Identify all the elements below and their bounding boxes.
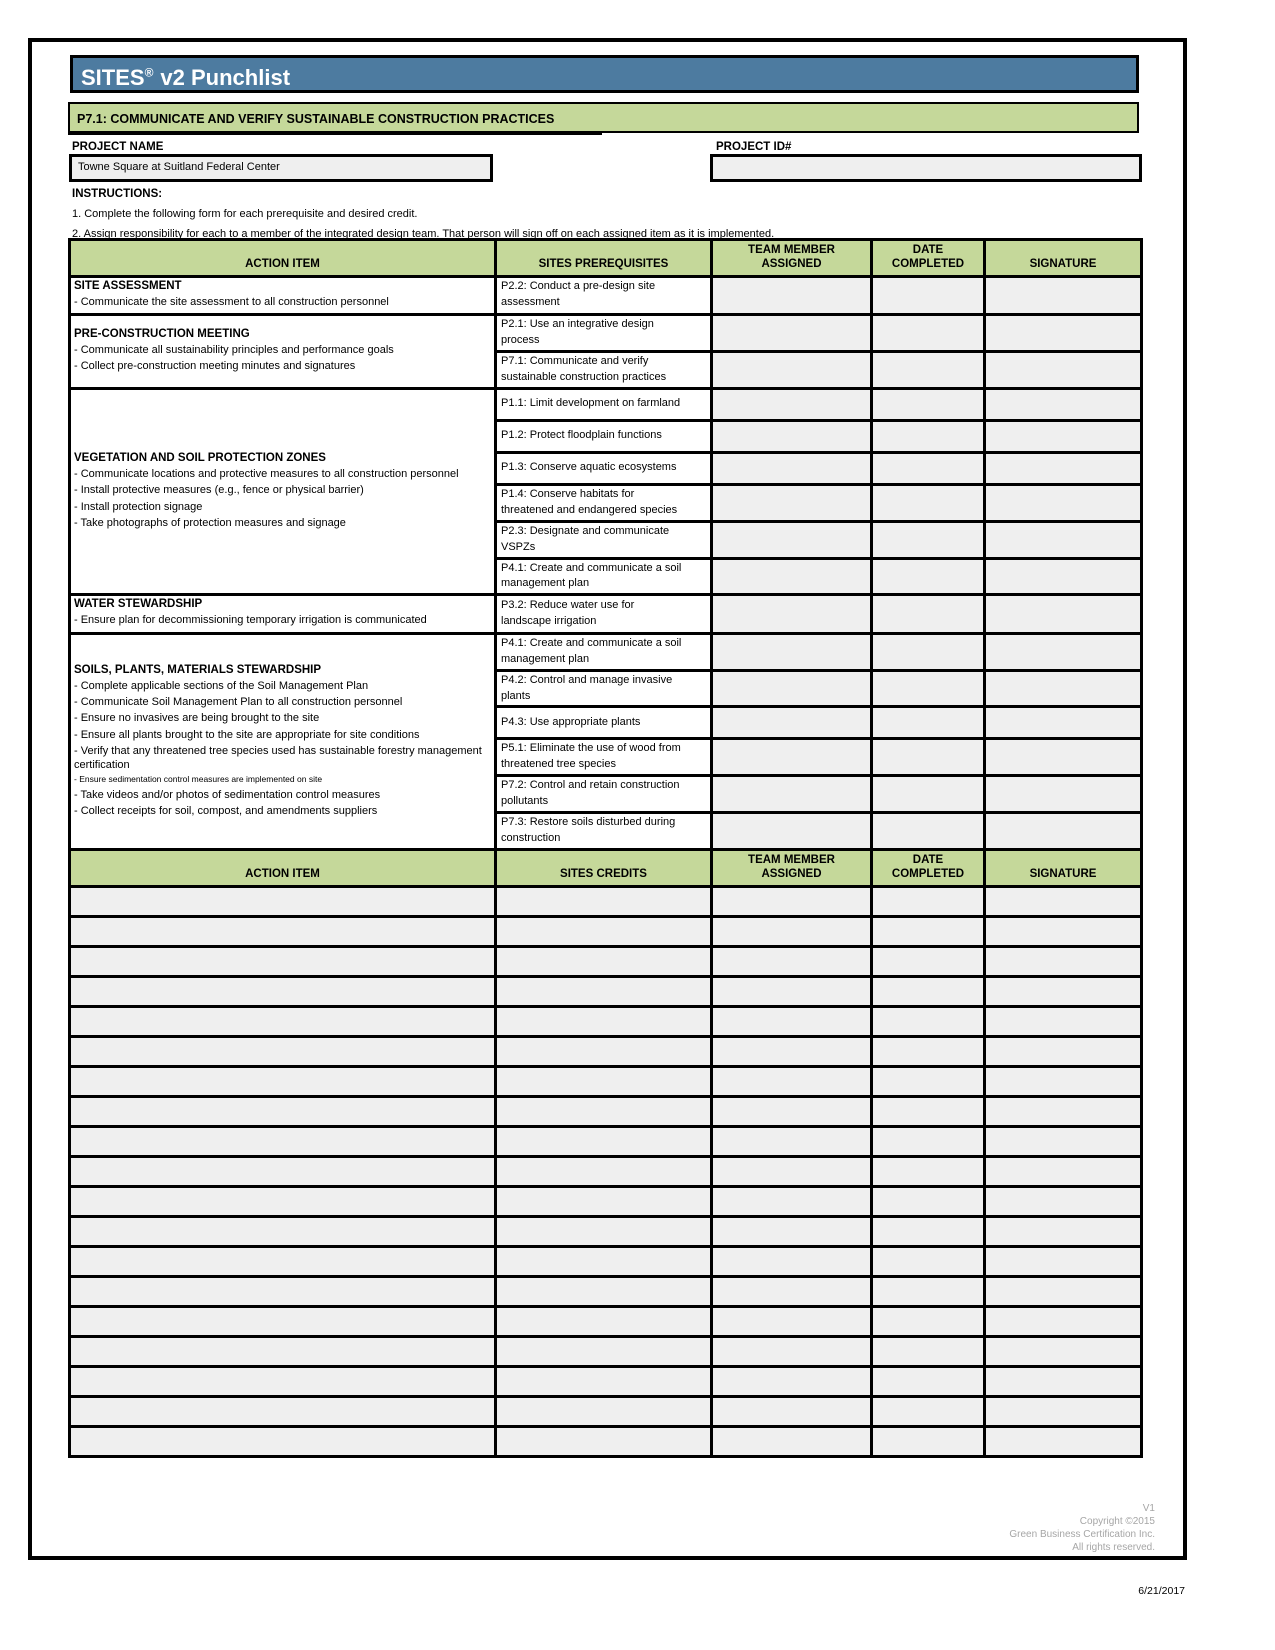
action-bullet: - Communicate the site assessment to all construction personnel <box>74 295 389 308</box>
date-completed-cell[interactable] <box>872 1336 985 1366</box>
action-item-cell[interactable] <box>70 886 496 916</box>
team-member-cell[interactable] <box>712 976 872 1006</box>
footer-copyright: Copyright ©2015 <box>1079 1516 1155 1527</box>
team-member-cell[interactable] <box>712 276 872 314</box>
footer-version: V1 <box>1142 1503 1155 1514</box>
team-member-cell[interactable] <box>712 1186 872 1216</box>
page-frame <box>28 38 1187 1560</box>
action-bullet: - Ensure all plants brought to the site are appropriate for site conditions <box>74 728 420 741</box>
date-completed-cell[interactable] <box>872 1006 985 1036</box>
sites-credit-cell[interactable] <box>496 1366 712 1396</box>
signature-cell[interactable] <box>985 1306 1142 1336</box>
action-bullet: - Communicate Soil Management Plan to all construction personnel <box>74 695 403 708</box>
sites-credit-cell[interactable] <box>496 1036 712 1066</box>
team-member-cell[interactable] <box>712 739 872 776</box>
date-completed-cell[interactable] <box>872 1126 985 1156</box>
team-member-cell[interactable] <box>712 813 872 850</box>
project-id-label: PROJECT ID# <box>716 141 792 153</box>
date-completed-cell[interactable] <box>872 776 985 813</box>
date-completed-cell[interactable] <box>872 1096 985 1126</box>
sites-credit-cell[interactable] <box>496 886 712 916</box>
sites-credit-cell[interactable] <box>496 1396 712 1426</box>
date-completed-cell[interactable] <box>872 976 985 1006</box>
action-item-cell[interactable] <box>70 1306 496 1336</box>
signature-cell[interactable] <box>985 739 1142 776</box>
signature-cell[interactable] <box>985 886 1142 916</box>
prerequisite-cell: P3.2: Reduce water use for landscape irrigation <box>496 595 712 633</box>
action-item-cell[interactable] <box>70 946 496 976</box>
signature-cell[interactable] <box>985 452 1142 484</box>
action-item-cell[interactable] <box>70 1126 496 1156</box>
header-team-member-assigned: TEAM MEMBER ASSIGNED <box>712 240 872 277</box>
action-item-cell[interactable] <box>70 976 496 1006</box>
team-member-cell[interactable] <box>712 1366 872 1396</box>
credits-empty-row <box>70 886 1142 916</box>
date-completed-cell[interactable] <box>872 1366 985 1396</box>
prerequisite-cell: P2.2: Conduct a pre-design site assessment <box>496 276 712 314</box>
prerequisite-row <box>70 595 1142 633</box>
prerequisite-cell: P7.2: Control and retain construction pollutants <box>496 776 712 813</box>
action-item-cell[interactable] <box>70 1186 496 1216</box>
credits-empty-row <box>70 1156 1142 1186</box>
credits-empty-row <box>70 1336 1142 1366</box>
action-item-cell[interactable] <box>70 1366 496 1396</box>
signature-cell[interactable] <box>985 1096 1142 1126</box>
sites-credit-cell[interactable] <box>496 1096 712 1126</box>
credits-empty-row <box>70 1066 1142 1096</box>
sites-credit-cell[interactable] <box>496 1426 712 1456</box>
sites-credit-cell[interactable] <box>496 1336 712 1366</box>
team-member-cell[interactable] <box>712 1066 872 1096</box>
credits-empty-row <box>70 1426 1142 1456</box>
signature-cell[interactable] <box>985 1426 1142 1456</box>
action-bullet: - Ensure no invasives are being brought to the site <box>74 712 320 725</box>
action-item-cell[interactable] <box>70 916 496 946</box>
action-bullet: - Ensure plan for decommissioning temporary irrigation is communicated <box>74 614 427 627</box>
sites-credit-cell[interactable] <box>496 1186 712 1216</box>
sites-credit-cell[interactable] <box>496 1216 712 1246</box>
action-item-cell[interactable] <box>70 1036 496 1066</box>
date-completed-cell[interactable] <box>872 558 985 595</box>
action-bullet: - Complete applicable sections of the Soil Management Plan <box>74 679 369 692</box>
action-bullet: - Ensure sedimentation control measures are implemented on site <box>74 774 323 785</box>
date-completed-cell[interactable] <box>872 633 985 670</box>
signature-cell[interactable] <box>985 1336 1142 1366</box>
team-member-cell[interactable] <box>712 1336 872 1366</box>
header-action-item: ACTION ITEM <box>70 240 496 277</box>
prerequisite-cell: P4.3: Use appropriate plants <box>496 707 712 739</box>
credits-empty-row <box>70 976 1142 1006</box>
signature-cell[interactable] <box>985 1366 1142 1396</box>
date-completed-cell[interactable] <box>872 946 985 976</box>
date-completed-cell[interactable] <box>872 315 985 352</box>
team-member-cell[interactable] <box>712 558 872 595</box>
action-group-heading: WATER STEWARDSHIP <box>74 598 203 611</box>
action-group-heading: SITE ASSESSMENT <box>74 279 182 292</box>
credits-empty-row <box>70 1306 1142 1336</box>
instructions-heading: INSTRUCTIONS: <box>72 188 163 200</box>
date-completed-cell[interactable] <box>872 739 985 776</box>
sites-credit-cell[interactable] <box>496 1156 712 1186</box>
date-completed-cell[interactable] <box>872 351 985 388</box>
section-header: P7.1: COMMUNICATE AND VERIFY SUSTAINABLE CONSTRUCTION PRACTICES <box>68 102 1139 133</box>
project-name-label: PROJECT NAME <box>72 141 164 153</box>
team-member-cell[interactable] <box>712 776 872 813</box>
page-title: SITES® v2 Punchlist <box>81 65 291 91</box>
signature-cell[interactable] <box>985 521 1142 558</box>
sites-credit-cell[interactable] <box>496 1066 712 1096</box>
action-group-pre-construction-meeting <box>70 315 496 389</box>
action-bullet: - Collect receipts for soil, compost, and amendments suppliers <box>74 804 378 817</box>
signature-cell[interactable] <box>985 351 1142 388</box>
signature-cell[interactable] <box>985 595 1142 633</box>
signature-cell[interactable] <box>985 1156 1142 1186</box>
team-member-cell[interactable] <box>712 595 872 633</box>
action-bullet: - Install protection signage <box>74 500 203 513</box>
date-completed-cell[interactable] <box>872 1036 985 1066</box>
signature-cell[interactable] <box>985 916 1142 946</box>
action-item-cell[interactable] <box>70 1096 496 1126</box>
header-sites-prerequisites: SITES PREREQUISITES <box>496 240 712 277</box>
team-member-cell[interactable] <box>712 1216 872 1246</box>
signature-cell[interactable] <box>985 707 1142 739</box>
action-bullet: - Verify that any threatened tree species used has sustainable forestry management certification <box>74 744 482 772</box>
header-sites-credits: SITES CREDITS <box>496 850 712 887</box>
sites-credit-cell[interactable] <box>496 976 712 1006</box>
team-member-cell[interactable] <box>712 420 872 452</box>
action-item-cell[interactable] <box>70 1066 496 1096</box>
team-member-cell[interactable] <box>712 452 872 484</box>
credits-empty-row <box>70 1246 1142 1276</box>
team-member-cell[interactable] <box>712 916 872 946</box>
team-member-cell[interactable] <box>712 1426 872 1456</box>
prerequisite-cell: P4.2: Control and manage invasive plants <box>496 670 712 707</box>
signature-cell[interactable] <box>985 1006 1142 1036</box>
credits-empty-row <box>70 1276 1142 1306</box>
team-member-cell[interactable] <box>712 707 872 739</box>
date-completed-cell[interactable] <box>872 1156 985 1186</box>
prerequisite-cell: P5.1: Eliminate the use of wood from threatened tree species <box>496 739 712 776</box>
date-completed-cell[interactable] <box>872 1306 985 1336</box>
team-member-cell[interactable] <box>712 521 872 558</box>
prerequisite-cell: P2.1: Use an integrative design process <box>496 315 712 352</box>
sites-credit-cell[interactable] <box>496 1276 712 1306</box>
signature-cell[interactable] <box>985 388 1142 420</box>
team-member-cell[interactable] <box>712 886 872 916</box>
action-group-vegetation-and-soil-protection-zones <box>70 388 496 595</box>
action-group-site-assessment <box>70 276 496 314</box>
signature-cell[interactable] <box>985 1126 1142 1156</box>
signature-cell[interactable] <box>985 1066 1142 1096</box>
sites-credit-cell[interactable] <box>496 1306 712 1336</box>
date-completed-cell[interactable] <box>872 916 985 946</box>
date-completed-cell[interactable] <box>872 670 985 707</box>
team-member-cell[interactable] <box>712 1036 872 1066</box>
sites-credit-cell[interactable] <box>496 1006 712 1036</box>
action-bullet: - Install protective measures (e.g., fence or physical barrier) <box>74 484 364 497</box>
sites-credit-cell[interactable] <box>496 946 712 976</box>
project-name-input[interactable]: Towne Square at Suitland Federal Center <box>69 154 493 182</box>
credits-empty-row <box>70 1036 1142 1066</box>
header-date-completed-credits: DATE COMPLETED <box>872 850 985 887</box>
footer-rights: All rights reserved. <box>1072 1542 1155 1553</box>
team-member-cell[interactable] <box>712 670 872 707</box>
action-bullet: - Take videos and/or photos of sedimentation control measures <box>74 788 381 801</box>
prerequisite-cell: P7.3: Restore soils disturbed during construction <box>496 813 712 850</box>
credits-empty-row <box>70 1396 1142 1426</box>
header-signature-credits: SIGNATURE <box>985 850 1142 887</box>
date-completed-cell[interactable] <box>872 1426 985 1456</box>
signature-cell[interactable] <box>985 670 1142 707</box>
date-completed-cell[interactable] <box>872 420 985 452</box>
action-group-heading: SOILS, PLANTS, MATERIALS STEWARDSHIP <box>74 663 322 676</box>
team-member-cell[interactable] <box>712 1306 872 1336</box>
action-bullet: - Collect pre-construction meeting minutes and signatures <box>74 360 356 373</box>
title-banner <box>70 55 1139 93</box>
action-group-soils-plants-materials-stewardship <box>70 633 496 849</box>
team-member-cell[interactable] <box>712 1276 872 1306</box>
date-completed-cell[interactable] <box>872 388 985 420</box>
action-group-water-stewardship <box>70 595 496 633</box>
team-member-cell[interactable] <box>712 388 872 420</box>
date-completed-cell[interactable] <box>872 595 985 633</box>
signature-cell[interactable] <box>985 813 1142 850</box>
prerequisite-cell: P1.4: Conserve habitats for threatened and endangered species <box>496 484 712 521</box>
signature-cell[interactable] <box>985 633 1142 670</box>
credits-header-row <box>70 850 1142 887</box>
team-member-cell[interactable] <box>712 484 872 521</box>
credits-empty-row <box>70 1096 1142 1126</box>
prerequisite-row <box>70 633 1142 670</box>
team-member-cell[interactable] <box>712 633 872 670</box>
prerequisite-cell: P1.3: Conserve aquatic ecosystems <box>496 452 712 484</box>
date-completed-cell[interactable] <box>872 1186 985 1216</box>
date-completed-cell[interactable] <box>872 521 985 558</box>
signature-cell[interactable] <box>985 276 1142 314</box>
action-group-heading: PRE-CONSTRUCTION MEETING <box>74 328 250 341</box>
action-item-cell[interactable] <box>70 1426 496 1456</box>
action-item-cell[interactable] <box>70 1006 496 1036</box>
date-completed-cell[interactable] <box>872 1246 985 1276</box>
signature-cell[interactable] <box>985 946 1142 976</box>
prerequisite-row <box>70 315 1142 352</box>
signature-cell[interactable] <box>985 315 1142 352</box>
header-team-member-assigned-credits: TEAM MEMBER ASSIGNED <box>712 850 872 887</box>
credits-empty-row <box>70 1006 1142 1036</box>
team-member-cell[interactable] <box>712 1126 872 1156</box>
action-bullet: - Take photographs of protection measures and signage <box>74 516 346 529</box>
date-completed-cell[interactable] <box>872 484 985 521</box>
instruction-2: 2. Assign responsibility for each to a member of the integrated design team. That person will sign off on each assigned item as it is implemented. <box>72 228 775 240</box>
signature-cell[interactable] <box>985 1036 1142 1066</box>
signature-cell[interactable] <box>985 1396 1142 1426</box>
action-bullet: - Communicate locations and protective measures to all construction personnel <box>74 468 459 481</box>
team-member-cell[interactable] <box>712 1006 872 1036</box>
credits-empty-row <box>70 1126 1142 1156</box>
section-underline <box>68 131 602 135</box>
team-member-cell[interactable] <box>712 946 872 976</box>
action-item-cell[interactable] <box>70 1336 496 1366</box>
footer-copyright-block <box>1009 1502 1155 1554</box>
signature-cell[interactable] <box>985 484 1142 521</box>
team-member-cell[interactable] <box>712 1156 872 1186</box>
team-member-cell[interactable] <box>712 1096 872 1126</box>
prerequisite-cell: P4.1: Create and communicate a soil management plan <box>496 633 712 670</box>
action-bullet: - Communicate all sustainability principles and performance goals <box>74 344 394 357</box>
signature-cell[interactable] <box>985 1246 1142 1276</box>
date-completed-cell[interactable] <box>872 1066 985 1096</box>
date-completed-cell[interactable] <box>872 1276 985 1306</box>
team-member-cell[interactable] <box>712 351 872 388</box>
date-completed-cell[interactable] <box>872 1216 985 1246</box>
credits-empty-row <box>70 946 1142 976</box>
prerequisite-cell: P1.1: Limit development on farmland <box>496 388 712 420</box>
punchlist-table <box>68 238 1143 1458</box>
project-id-input[interactable] <box>710 154 1142 182</box>
signature-cell[interactable] <box>985 558 1142 595</box>
action-item-cell[interactable] <box>70 1276 496 1306</box>
signature-cell[interactable] <box>985 776 1142 813</box>
action-item-cell[interactable] <box>70 1216 496 1246</box>
date-completed-cell[interactable] <box>872 452 985 484</box>
prerequisite-cell: P2.3: Designate and communicate VSPZs <box>496 521 712 558</box>
prerequisite-cell: P1.2: Protect floodplain functions <box>496 420 712 452</box>
instruction-1: 1. Complete the following form for each prerequisite and desired credit. <box>72 208 418 220</box>
signature-cell[interactable] <box>985 1216 1142 1246</box>
signature-cell[interactable] <box>985 420 1142 452</box>
header-date-completed: DATE COMPLETED <box>872 240 985 277</box>
credits-empty-row <box>70 1216 1142 1246</box>
print-date: 6/21/2017 <box>1138 1585 1185 1597</box>
header-signature: SIGNATURE <box>985 240 1142 277</box>
team-member-cell[interactable] <box>712 1246 872 1276</box>
signature-cell[interactable] <box>985 1276 1142 1306</box>
header-action-item-credits: ACTION ITEM <box>70 850 496 887</box>
prerequisite-cell: P4.1: Create and communicate a soil management plan <box>496 558 712 595</box>
date-completed-cell[interactable] <box>872 707 985 739</box>
prerequisite-row <box>70 388 1142 420</box>
prerequisites-header-row <box>70 240 1142 277</box>
action-item-cell[interactable] <box>70 1246 496 1276</box>
prerequisite-cell: P7.1: Communicate and verify sustainable construction practices <box>496 351 712 388</box>
date-completed-cell[interactable] <box>872 886 985 916</box>
team-member-cell[interactable] <box>712 315 872 352</box>
credits-empty-row <box>70 916 1142 946</box>
credits-empty-row <box>70 1186 1142 1216</box>
signature-cell[interactable] <box>985 1186 1142 1216</box>
date-completed-cell[interactable] <box>872 1396 985 1426</box>
date-completed-cell[interactable] <box>872 813 985 850</box>
action-item-cell[interactable] <box>70 1396 496 1426</box>
sites-credit-cell[interactable] <box>496 1246 712 1276</box>
footer-org: Green Business Certification Inc. <box>1009 1529 1155 1540</box>
action-item-cell[interactable] <box>70 1156 496 1186</box>
prerequisite-row <box>70 276 1142 314</box>
sites-credit-cell[interactable] <box>496 916 712 946</box>
signature-cell[interactable] <box>985 976 1142 1006</box>
date-completed-cell[interactable] <box>872 276 985 314</box>
credits-empty-row <box>70 1366 1142 1396</box>
team-member-cell[interactable] <box>712 1396 872 1426</box>
action-group-heading: VEGETATION AND SOIL PROTECTION ZONES <box>74 452 326 465</box>
registered-trademark-icon: ® <box>144 66 154 80</box>
sites-credit-cell[interactable] <box>496 1126 712 1156</box>
